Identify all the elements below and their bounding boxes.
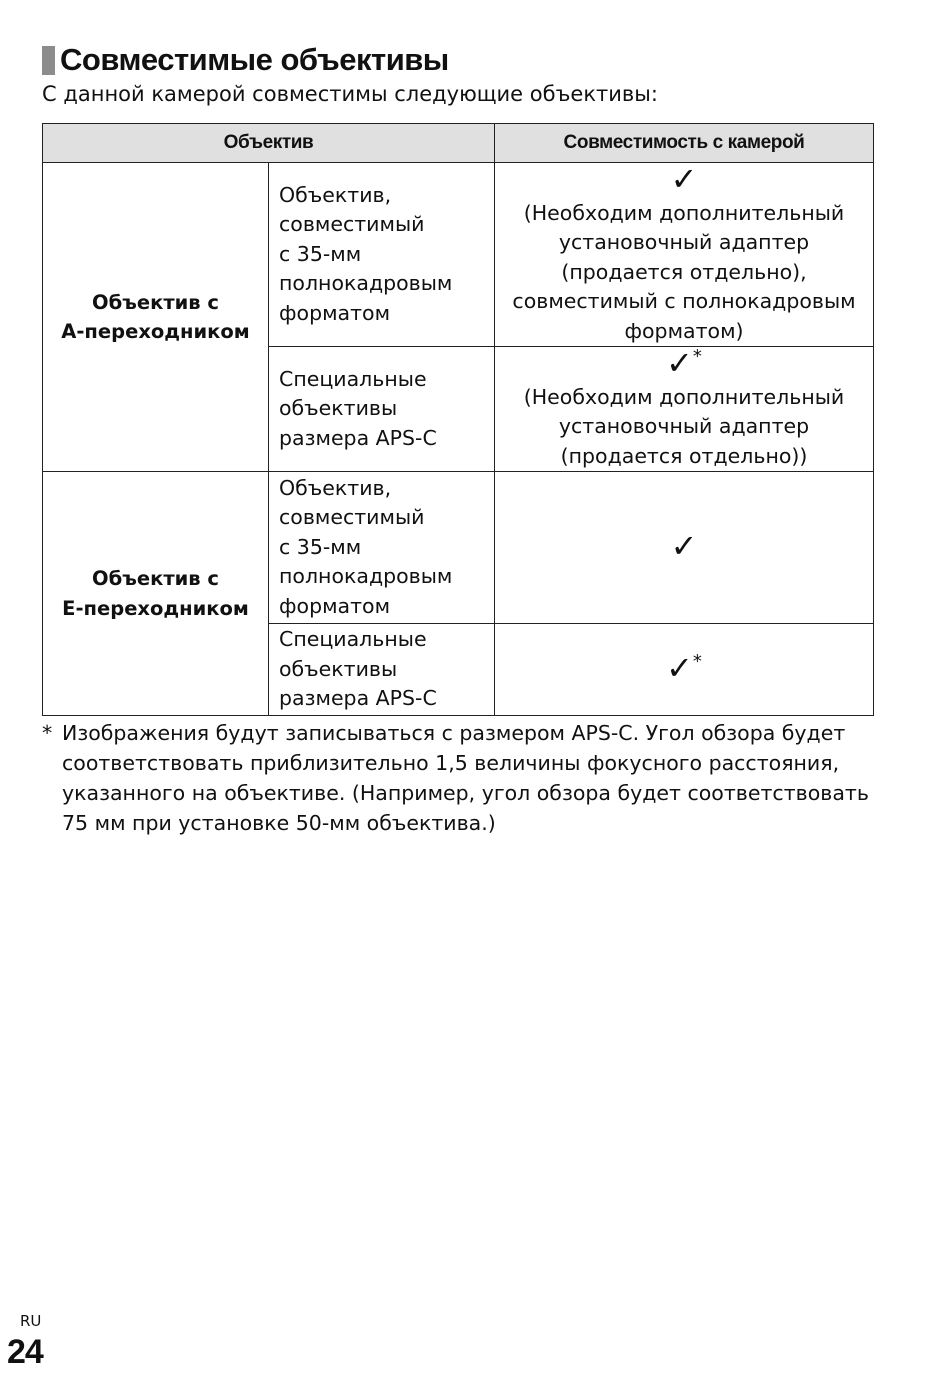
compatibility-mark (495, 160, 873, 199)
lens-type-line: совместимый (279, 505, 425, 530)
compatibility-note-line: установочный адаптер (558, 414, 810, 438)
compatibility-table (42, 123, 874, 716)
lens-type-line: размера APS-C (279, 425, 437, 450)
lens-group-e-mount (43, 472, 269, 716)
lens-type-line: с 35-мм (279, 534, 362, 559)
group-name-line: Объектив с (92, 567, 219, 590)
lens-type-line: размера APS-C (279, 686, 437, 711)
compatibility-cell (495, 344, 874, 472)
heading-marker-bar (42, 46, 55, 75)
lens-type-cell (269, 347, 495, 472)
lens-type-line: полнокадровым (279, 271, 453, 296)
lens-group-a-mount (43, 163, 269, 472)
compatibility-cell (495, 160, 874, 347)
compatibility-note-line: форматом) (624, 318, 744, 343)
compatibility-cell (495, 472, 874, 624)
check-icon: ✓ (670, 526, 698, 565)
footnote-star: * (692, 650, 702, 672)
footnote-text (62, 718, 882, 838)
intro-text: С данной камерой совместимы следующие объективы: (42, 82, 658, 106)
header-lens: Объектив (43, 124, 495, 163)
table-header-row (43, 124, 874, 163)
group-name-line: Объектив с (92, 290, 219, 314)
lens-type-line: с 35-мм (279, 241, 362, 266)
table-row (43, 472, 874, 624)
lens-type-cell (269, 163, 495, 347)
footnote-star: * (42, 721, 53, 745)
footnote-star: * (692, 346, 702, 367)
section-heading (42, 40, 449, 80)
lens-type-line: Объектив, (279, 182, 392, 207)
compatibility-note-line: (Необходим дополнительный (523, 384, 845, 409)
footnote-line: Изображения будут записываться с размером APS-C. Угол обзора будет (62, 721, 846, 745)
group-name-line: E-переходником (62, 596, 249, 620)
group-name-line: A-переходником (61, 320, 250, 343)
lens-type-cell (269, 624, 495, 716)
check-icon: ✓ (666, 648, 693, 687)
lens-type-line: Объектив, (279, 475, 392, 500)
check-icon: ✓ (666, 344, 693, 382)
language-code: RU (20, 1312, 42, 1330)
footnote-line: 75 мм при установке 50-мм объектива.) (62, 811, 496, 835)
compatibility-note-line: (Необходим дополнительный (523, 200, 845, 225)
lens-type-line: Специальные (279, 366, 427, 391)
lens-type-line: объективы (279, 396, 398, 421)
check-icon: ✓ (670, 160, 698, 198)
lens-type-line: совместимый (279, 212, 425, 237)
footnote-line: соответствовать приблизительно 1,5 величины фокусного расстояния, (62, 751, 840, 775)
lens-type-line: объективы (279, 656, 398, 681)
page-title: Совместимые объективы (60, 42, 449, 77)
lens-type-line: Специальные (279, 627, 427, 652)
compatibility-mark (495, 648, 873, 688)
compatibility-note-line: (продается отдельно)) (560, 443, 808, 468)
lens-type-line: форматом (279, 300, 391, 325)
compatibility-mark (495, 526, 873, 566)
compatibility-cell (495, 624, 874, 716)
table-row (43, 163, 874, 347)
page-number: 24 (7, 1333, 43, 1371)
compatibility-note-line: (продается отдельно), (561, 259, 807, 284)
footnote (42, 718, 882, 838)
header-compatibility: Совместимость с камерой (495, 124, 874, 163)
compatibility-mark (495, 344, 873, 383)
compatibility-note-line: установочный адаптер (558, 230, 810, 254)
compatibility-note-line: совместимый с полнокадровым (512, 289, 856, 313)
lens-type-cell (269, 472, 495, 624)
lens-type-line: форматом (279, 593, 391, 618)
footnote-line: указанного на объективе. (Например, угол обзора будет соответствовать (62, 781, 869, 805)
lens-type-line: полнокадровым (279, 564, 453, 589)
